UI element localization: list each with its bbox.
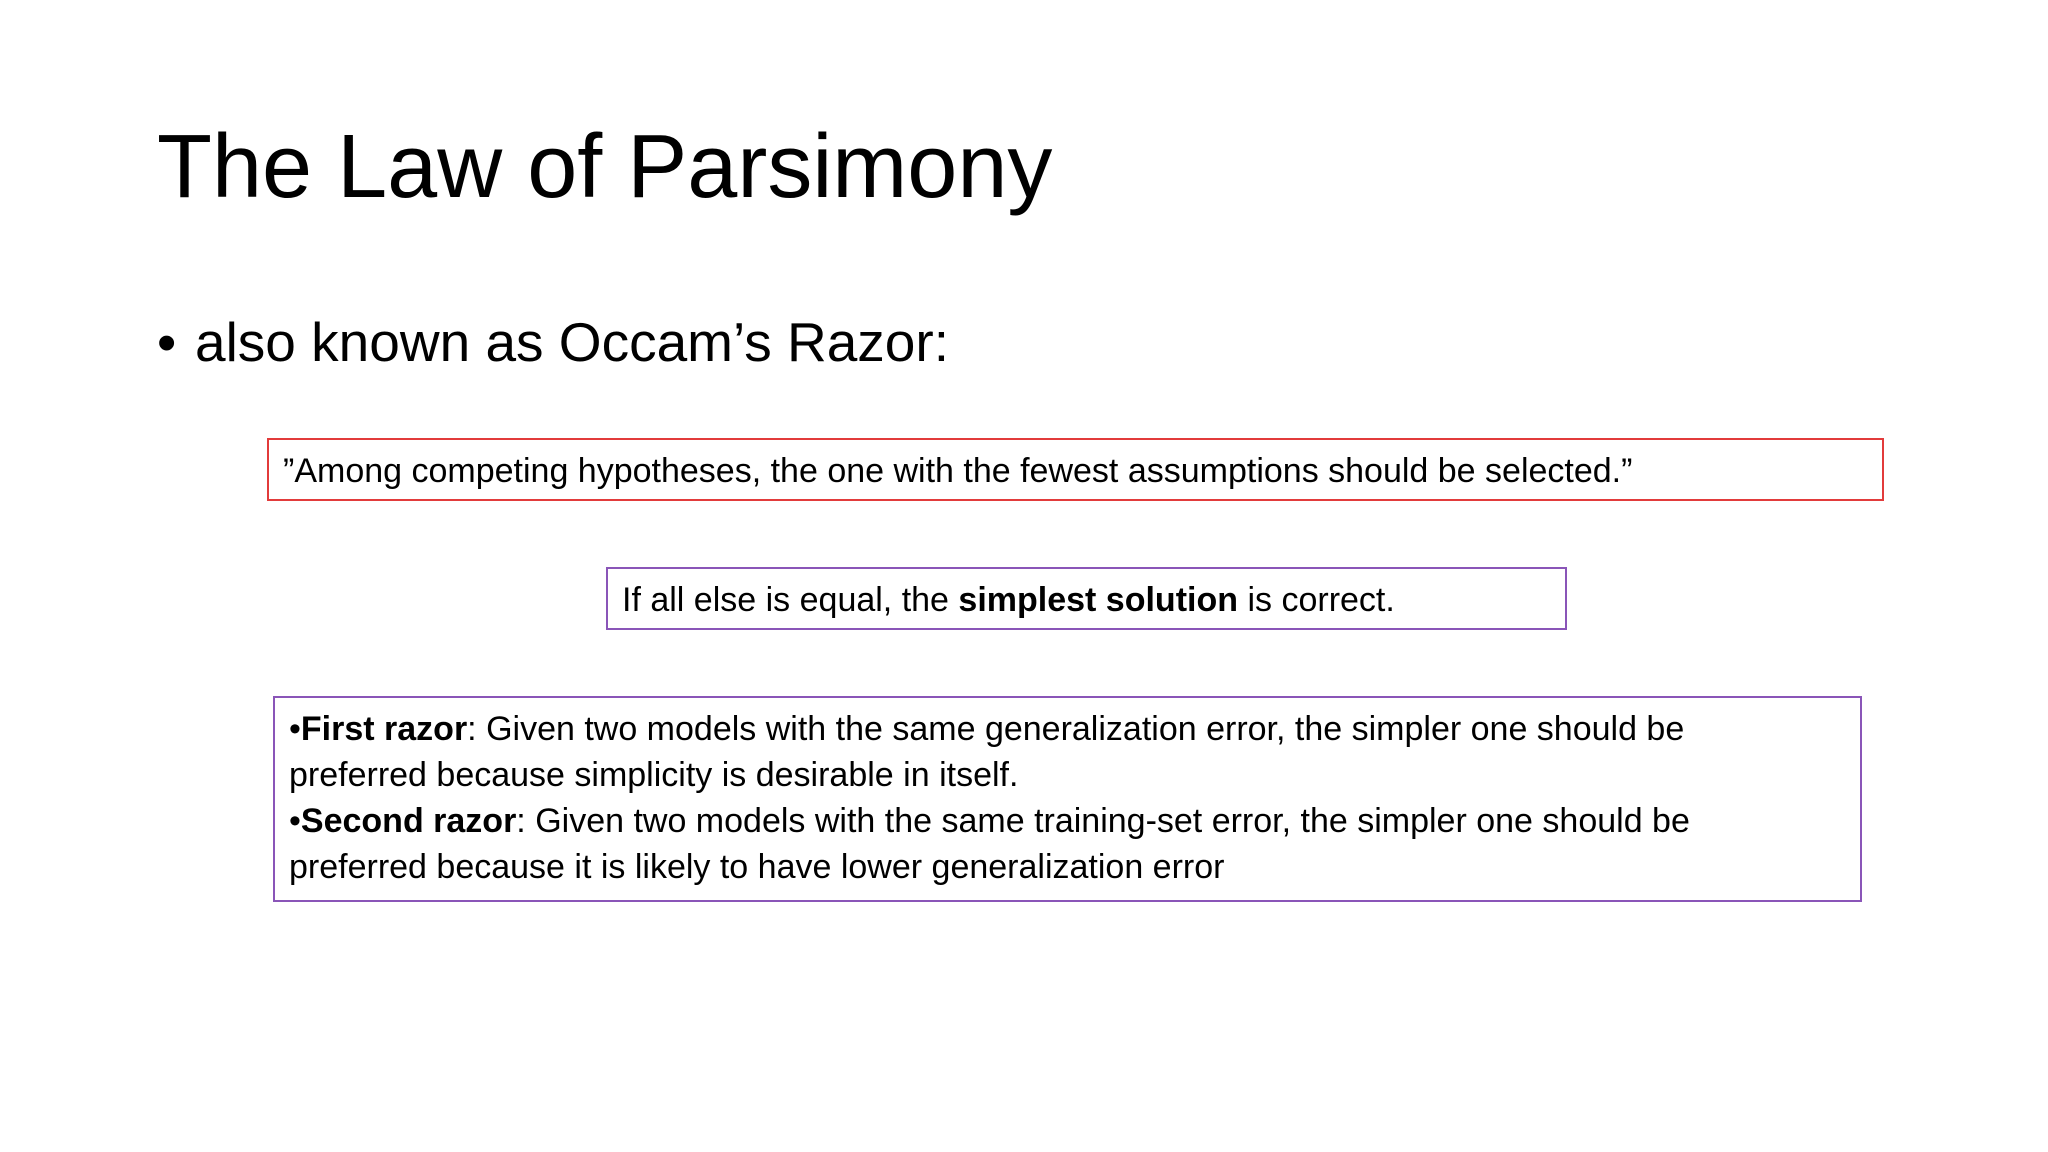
slide-title: The Law of Parsimony (157, 117, 1053, 217)
second-razor-line-2: preferred because it is likely to have lower generalization error (289, 848, 1225, 886)
quote-text: ”Among competing hypotheses, the one with the fewest assumptions should be selected.” (283, 452, 1633, 490)
second-razor-marker: • (289, 802, 301, 840)
first-razor-line-1 (289, 706, 1848, 752)
second-razor-text-1: : Given two models with the same training-set error, the simpler one should be (516, 802, 1690, 840)
quote-box (267, 438, 1884, 501)
second-razor-line-1 (289, 798, 1848, 844)
bullet-marker: • (157, 311, 177, 373)
first-razor-text-1: : Given two models with the same generalization error, the simpler one should be (467, 710, 1685, 748)
bullet-item (157, 312, 949, 373)
first-razor-marker: • (289, 710, 301, 748)
simplest-solution-box (606, 567, 1567, 630)
simplest-text-before: If all else is equal, the (622, 581, 959, 619)
bullet-text: also known as Occam’s Razor: (195, 311, 949, 373)
razors-box (273, 696, 1862, 902)
first-razor-line-2: preferred because simplicity is desirable in itself. (289, 756, 1019, 794)
simplest-text-after: is correct. (1238, 581, 1395, 619)
second-razor-label: Second razor (300, 802, 517, 840)
first-razor-label: First razor (300, 710, 468, 748)
simplest-text-bold: simplest solution (958, 581, 1239, 619)
